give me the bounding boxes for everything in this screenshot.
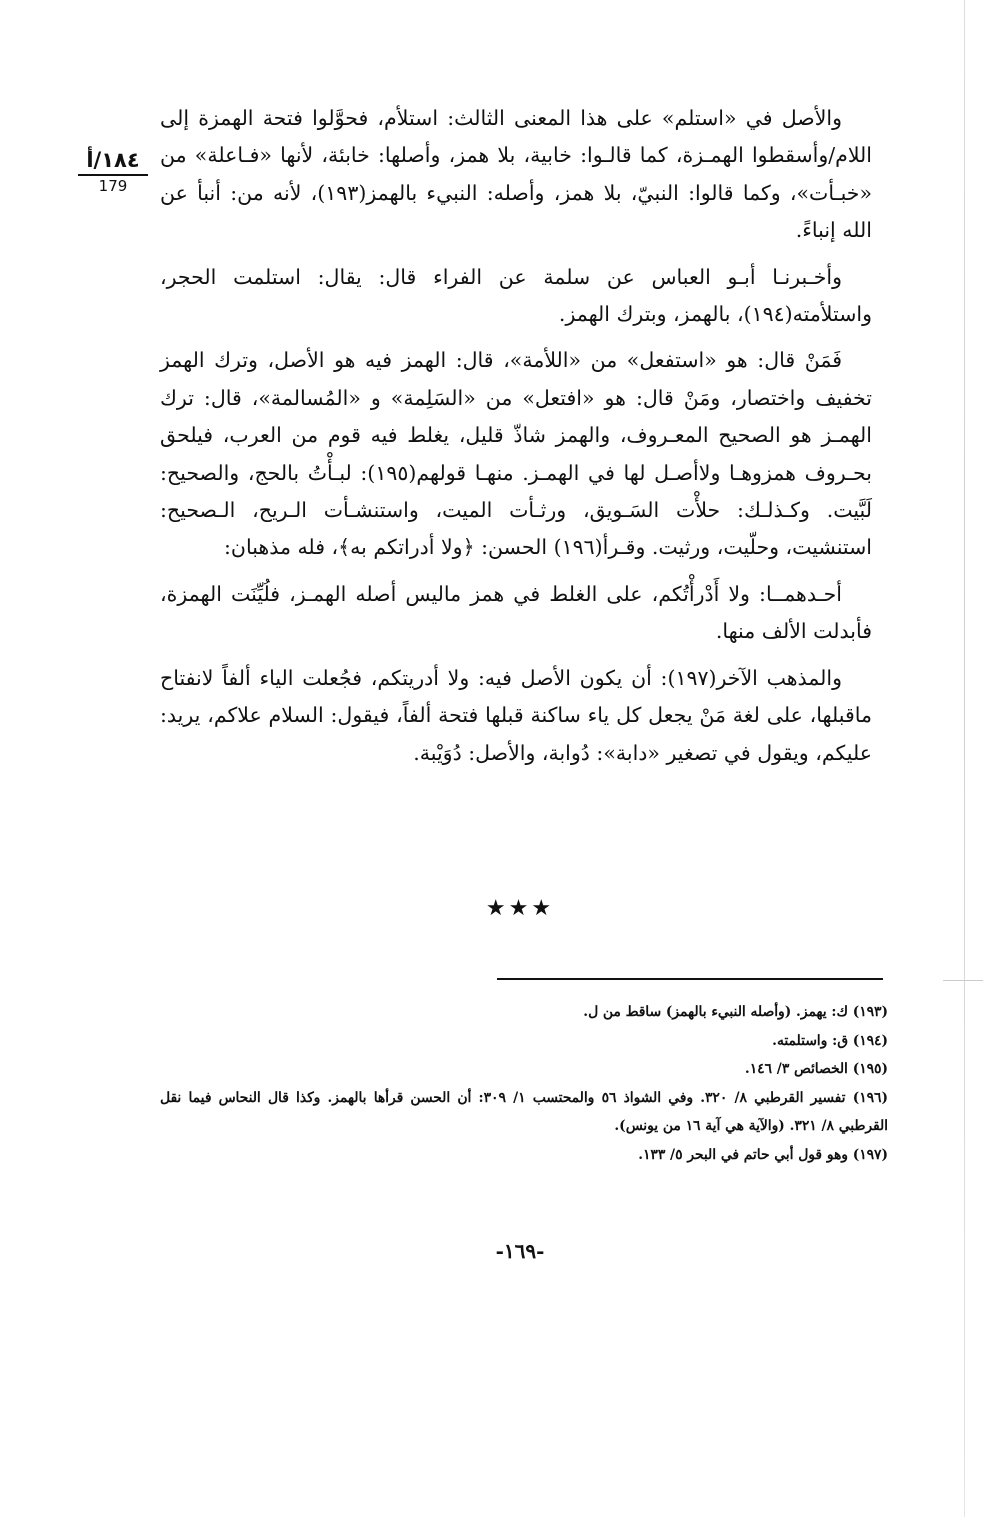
paragraph: والمذهب الآخر(١٩٧): أن يكون الأصل فيه: ولا أدريتكم، فجُعلت الياء ألفاً لانفتاح ماقبلها، على لغة مَنْ يجعل كل ياء ساكنة قبلها فتحة ألفاً، فيقول: السلام علاكم، يريد: عليكم، ويقول في تصغير «دابة»: دُوابة، والأصل: دُوَيْبة. <box>160 665 872 765</box>
page-number: -١٦٩- <box>495 1239 545 1263</box>
manuscript-page-number: 179 <box>98 177 128 195</box>
footnote: (١٩٦) تفسير القرطبي ٨/ ٣٢٠. وفي الشواذ ٥٦ والمحتسب ١/ ٣٠٩: أن الحسن قرأها بالهمز. وكذا قال النحاس فيما نقل القرطبي ٨/ ٣٢١. (والآية هي آية ١٦ من يونس). <box>160 1089 888 1134</box>
main-text <box>160 100 872 781</box>
paragraph: والأصل في «استلم» على هذا المعنى الثالث: استلأم، فحوَّلوا فتحة الهمزة إلى اللام/وأسقطوا الهمـزة، كما قالـوا: خابية، بلا همز، وأصلها: خابئة، لأنها «فـاعلة» من «خبـأت»، وكما قالوا: النبيّ، بلا همز، وأصله: النبيء بالهمز(١٩٣)، لأنه من: أنبأ عن الله إنباءً. <box>160 106 873 243</box>
scan-edge-line <box>964 0 965 1517</box>
paragraph: فَمَنْ قال: هو «استفعل» من «اللأمة»، قال: الهمز فيه هو الأصل، وترك الهمز تخفيف واختصار، ومَنْ قال: هو «افتعل» من «السَلِمة» و «المُسالمة»، قال: ترك الهمـز هو الصحيح المعـروف، والهمز شاذّ قليل، يغلط فيه قوم من العرب، فيلحق بحـروف همزوهـا ولاأصـل لها في الهمـز. منهـا قولهم(١٩٥): لبـأْتُ بالحج، والصحيح: لَبَّيت. وكـذلـك: حلأْت السَـويق، ورثـأت الميت، واستنشـأت الـريح، الـصحيح: استنشيت، وحلّيت، ورثيت. وقـرأ(١٩٦) الحسن: ﴿ولا أدراتكم به﴾، فله مذهبان: <box>160 348 872 560</box>
folio-reference: ١٨٤/أ <box>78 148 148 176</box>
paragraph: أحـدهمــا: ولا أَدْرأْتُكم، على الغلط في همز ماليس أصله الهمـز، فلُيِّنَت الهمزة، فأبدلت الألف منها. <box>160 581 872 644</box>
footnotes <box>160 998 888 1169</box>
manuscript-folio-note <box>78 148 148 195</box>
footnote: (١٩٣) ك: يهمز. (وأصله النبيء بالهمز) ساقط من ل. <box>583 1004 888 1020</box>
footnote-divider <box>497 978 883 980</box>
scan-mark <box>943 980 983 981</box>
footnote: (١٩٥) الخصائص ٣/ ١٤٦. <box>744 1061 888 1077</box>
footnote: (١٩٧) وهو قول أبي حاتم في البحر ٥/ ١٣٣. <box>638 1146 888 1163</box>
paragraph: وأخـبرنـا أبـو العباس عن سلمة عن الفراء قال: يقال: استلمت الحجر، واستلأمته(١٩٤)، بالهمز، وبترك الهمز. <box>160 264 872 327</box>
footnote: (١٩٤) ق: واستلمته. <box>772 1032 888 1049</box>
section-separator: ★★★ <box>485 896 555 921</box>
